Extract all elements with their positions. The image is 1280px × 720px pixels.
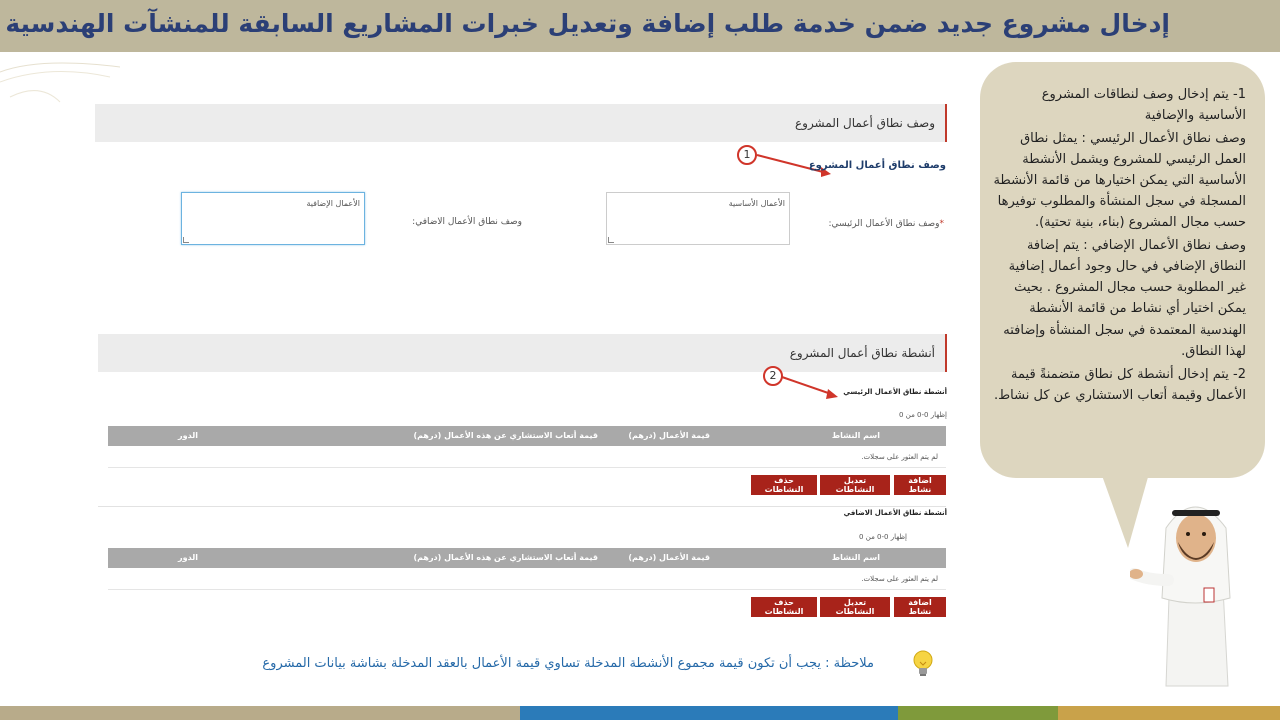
col-activity-name[interactable]: اسم النشاط xyxy=(831,553,880,562)
delete-activities-button[interactable]: حذف النشاطات xyxy=(751,597,817,617)
extra-scope-textarea[interactable]: الأعمال الإضافية xyxy=(181,192,365,245)
col-consultant-fee[interactable]: قيمة أتعاب الاستشاري عن هذه الأعمال (درهم) xyxy=(413,431,598,440)
marker-1: 1 xyxy=(737,145,757,165)
col-consultant-fee[interactable]: قيمة أتعاب الاستشاري عن هذه الأعمال (درهم) xyxy=(413,553,598,562)
delete-activities-button[interactable]: حذف النشاطات xyxy=(751,475,817,495)
footer-stripe-4 xyxy=(1058,706,1280,720)
extra-activities-title: أنشطة نطاق الأعمال الاضافي xyxy=(843,509,947,517)
edit-activities-button[interactable]: تعديل النشاطات xyxy=(820,597,890,617)
presenter-character-illustration xyxy=(1130,488,1260,688)
instruction-main-scope: وصف نطاق الأعمال الرئيسي : يمثل نطاق العمل الرئيسي للمشروع ويشمل الأنشطة الأساسية التي يمكن اختيارها من قائمة الأنشطة المسجلة في سجل المنشأة والمطلوب توفيرها حسب مجال المشروع (بناء، بنية تحتية). xyxy=(993,131,1246,231)
page-title: إدخال مشروع جديد ضمن خدمة طلب إضافة وتعديل خبرات المشاريع السابقة للمنشآت الهندسية xyxy=(5,9,1170,38)
main-scope-label: *وصف نطاق الأعمال الرئيسي: xyxy=(828,219,944,229)
col-activity-name[interactable]: اسم النشاط xyxy=(831,431,880,440)
footer-stripe-3 xyxy=(898,706,1058,720)
col-work-value[interactable]: قيمة الأعمال (درهم) xyxy=(628,553,710,562)
instruction-extra-scope: وصف نطاق الأعمال الإضافي : يتم إضافة النطاق الإضافي في حال وجود أعمال إضافية غير المطلوبة حسب مجال المشروع . بحيث يمكن اختيار أي نشاط من قائمة الأنشطة الهندسية المعتمدة في سجل المنشأة وإضافته لهذا النطاق. xyxy=(1003,238,1246,359)
main-scope-textarea[interactable]: الأعمال الأساسية xyxy=(606,192,790,245)
instruction-1: 1- يتم إدخال وصف لنطاقات المشروع الأساسية والإضافية xyxy=(1041,87,1246,124)
footer-stripe-1 xyxy=(0,706,520,720)
scope-subheader: وصف نطاق أعمال المشروع xyxy=(808,160,946,171)
extra-scope-label: وصف نطاق الأعمال الاضافي: xyxy=(412,217,522,227)
add-activity-button[interactable]: اضافة نشاط xyxy=(894,597,946,617)
table-empty-row: لم يتم العثور على سجلات. xyxy=(108,568,946,590)
col-role[interactable]: الدور xyxy=(178,431,198,440)
table-empty-row: لم يتم العثور على سجلات. xyxy=(108,446,946,468)
main-activities-title: أنشطة نطاق الأعمال الرئيسي xyxy=(843,388,947,396)
note-text: ملاحظة : يجب أن تكون قيمة مجموع الأنشطة المدخلة تساوي قيمة الأعمال بالعقد المدخلة بشاشة بيانات المشروع xyxy=(262,656,874,671)
extra-paging-text: إظهار 0-0 من 0 xyxy=(859,533,907,541)
col-work-value[interactable]: قيمة الأعمال (درهم) xyxy=(628,431,710,440)
activities-section-title: أنشطة نطاق أعمال المشروع xyxy=(789,346,935,360)
instruction-2: 2- يتم إدخال أنشطة كل نطاق متضمنةً قيمة الأعمال وقيمة أتعاب الاستشاري عن كل نشاط. xyxy=(994,366,1246,403)
col-role[interactable]: الدور xyxy=(178,553,198,562)
required-mark: * xyxy=(939,219,944,229)
edit-activities-button[interactable]: تعديل النشاطات xyxy=(820,475,890,495)
footer-stripe-2 xyxy=(520,706,898,720)
add-activity-button[interactable]: اضافة نشاط xyxy=(894,475,946,495)
marker-2: 2 xyxy=(763,366,783,386)
instructions-text xyxy=(990,84,1246,408)
main-paging-text: إظهار 0-0 من 0 xyxy=(899,411,947,419)
scope-section-title: وصف نطاق أعمال المشروع xyxy=(794,116,935,130)
